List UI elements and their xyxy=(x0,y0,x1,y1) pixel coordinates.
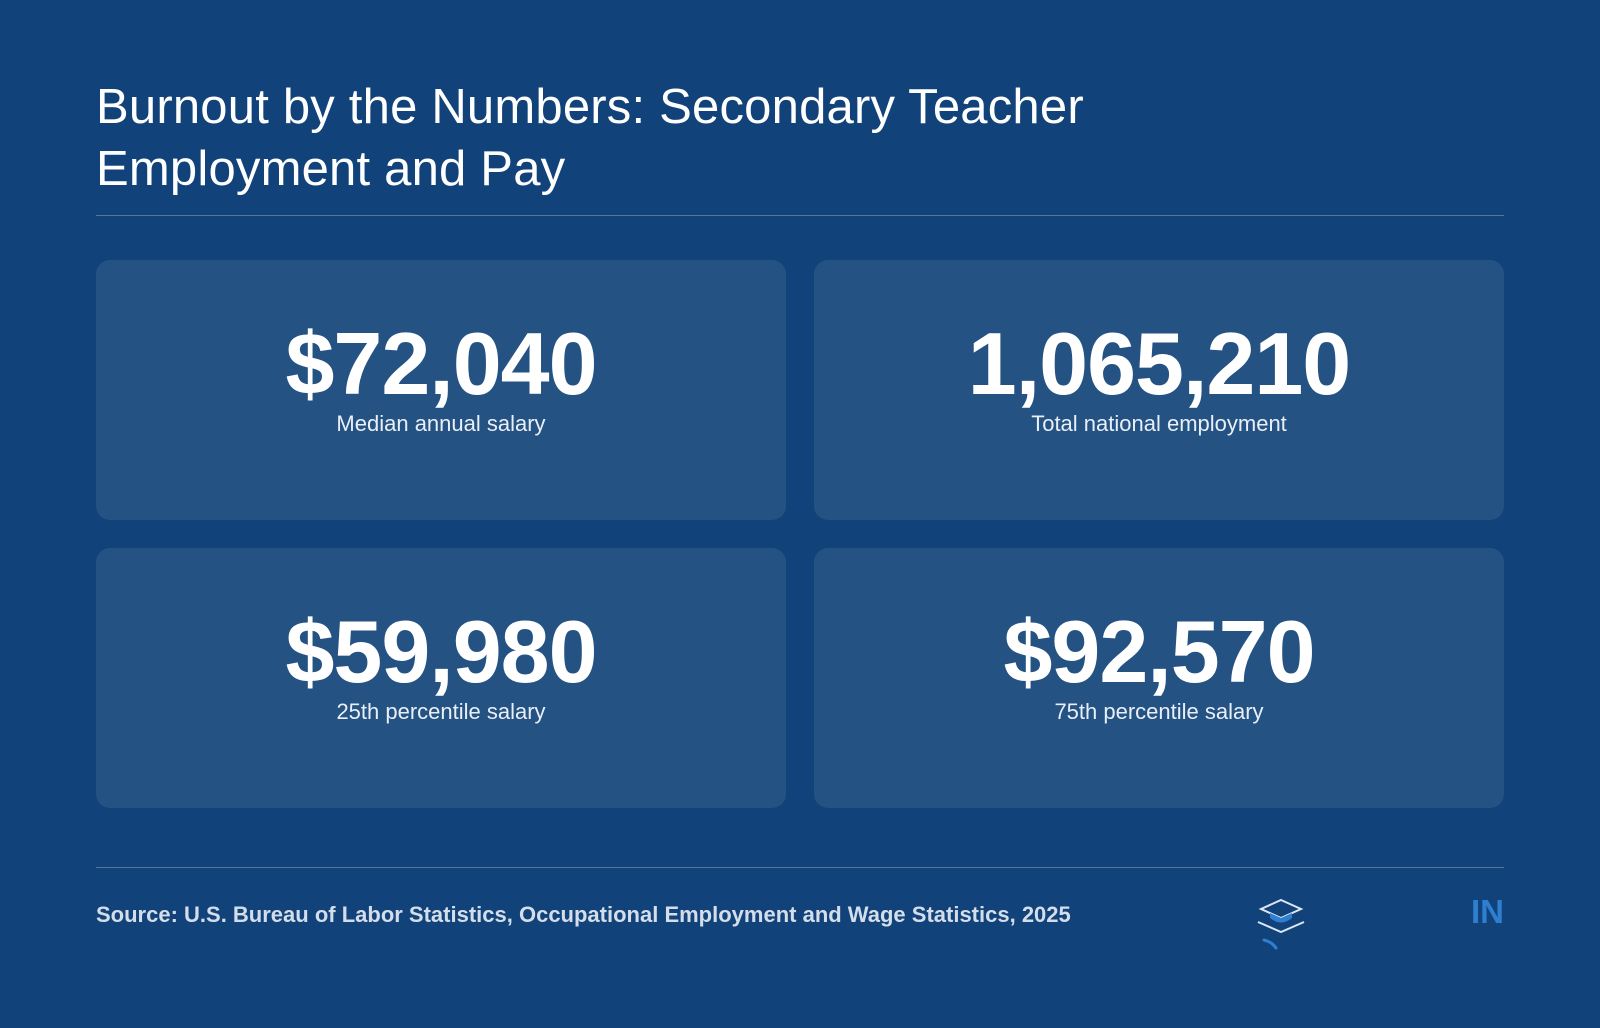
infographic xyxy=(96,0,1504,1028)
source-citation: Source: U.S. Bureau of Labor Statistics, Occupational Employment and Wage Statistics, 2025 xyxy=(96,902,1071,927)
stat-value: 1,065,210 xyxy=(967,314,1351,413)
title-divider xyxy=(96,215,1504,216)
stat-label: Median annual salary xyxy=(336,411,546,436)
brand-logo: IN xyxy=(1471,893,1504,930)
stat-card-75th-percentile xyxy=(814,548,1504,808)
stat-value: $59,980 xyxy=(285,602,597,701)
stat-card-median-salary xyxy=(96,260,786,520)
graduation-cap-icon xyxy=(1254,896,1308,956)
stat-card-total-employment xyxy=(814,260,1504,520)
stat-label: Total national employment xyxy=(1031,411,1287,436)
stat-value: $72,040 xyxy=(285,314,597,413)
stat-label: 25th percentile salary xyxy=(336,699,546,724)
stat-card-25th-percentile xyxy=(96,548,786,808)
stats-grid xyxy=(96,260,1504,808)
stat-label: 75th percentile salary xyxy=(1054,699,1264,724)
stat-value: $92,570 xyxy=(1003,602,1315,701)
footer-divider xyxy=(96,867,1504,868)
page-title: Burnout by the Numbers: Secondary Teacher Employment and Pay xyxy=(96,80,1084,196)
